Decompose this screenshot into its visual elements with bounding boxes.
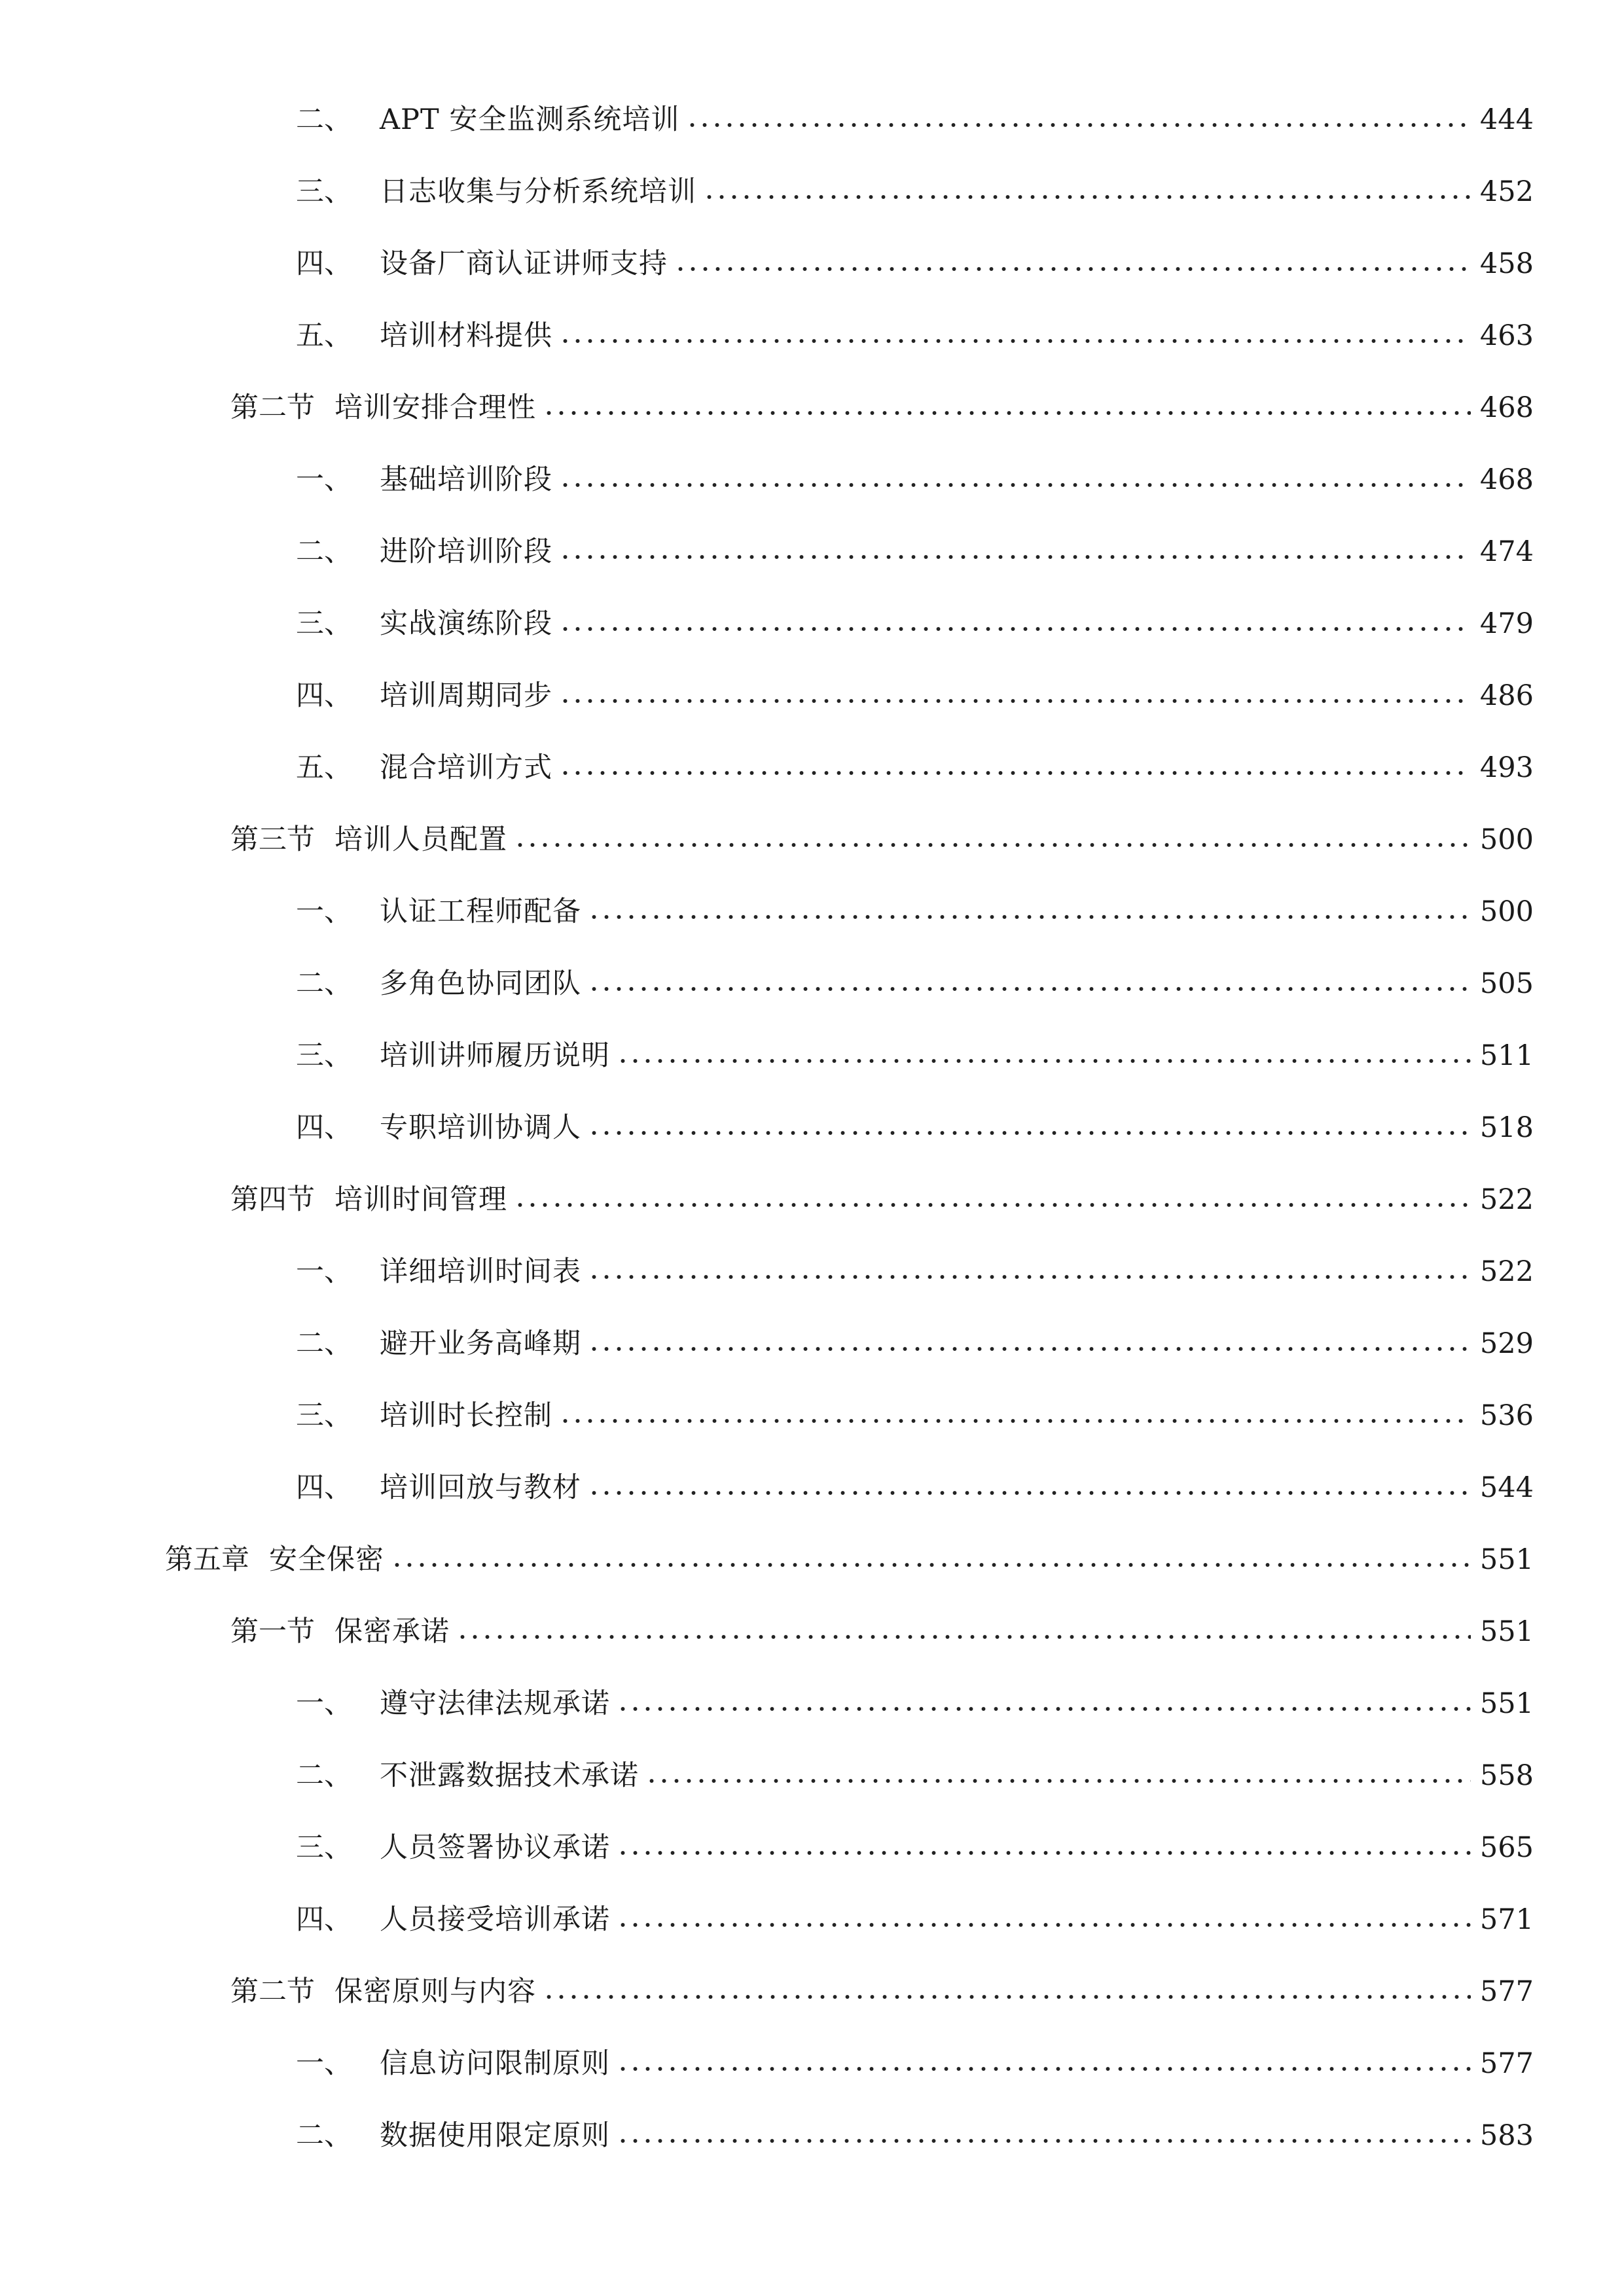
- toc-entry-page: 571: [1479, 1903, 1534, 1936]
- toc-entry-page: 468: [1479, 463, 1534, 496]
- toc-entry-number: 四、: [296, 1111, 352, 1144]
- toc-entry-title: 多角色协同团队: [380, 967, 581, 1000]
- toc-entry-page: 577: [1479, 2047, 1534, 2080]
- dot-leader: [559, 550, 1471, 564]
- toc-entry-page: 536: [1479, 1399, 1534, 1432]
- toc-entry-number: 三、: [296, 1399, 352, 1432]
- toc-entry-page: 558: [1479, 1759, 1534, 1792]
- toc-entry-page: 583: [1479, 2119, 1534, 2152]
- toc-entry[interactable]: [230, 817, 1534, 863]
- toc-entry-page: 452: [1479, 175, 1534, 208]
- dot-leader: [588, 1126, 1471, 1139]
- toc-entry-number: 四、: [296, 247, 352, 280]
- toc-entry-number: 二、: [296, 2119, 352, 2152]
- toc-entry-title: 进阶培训阶段: [380, 535, 552, 568]
- dot-leader: [559, 694, 1471, 708]
- toc-entry[interactable]: [296, 2113, 1534, 2159]
- dot-leader: [686, 118, 1471, 132]
- toc-entry[interactable]: [230, 1609, 1534, 1655]
- toc-entry-title: 信息访问限制原则: [380, 2047, 610, 2080]
- toc-entry-title: 培训回放与教材: [380, 1471, 581, 1504]
- toc-entry-title: APT 安全监测系统培训: [380, 103, 680, 136]
- toc-entry-number: 一、: [296, 895, 352, 928]
- dot-leader: [391, 1558, 1471, 1571]
- toc-entry-number: 第三节: [230, 823, 315, 856]
- dot-leader: [543, 1990, 1471, 2003]
- toc-entry-title: 认证工程师配备: [380, 895, 581, 928]
- toc-entry[interactable]: [230, 385, 1534, 431]
- toc-entry[interactable]: [296, 1249, 1534, 1295]
- toc-entry-page: 444: [1479, 103, 1534, 136]
- toc-entry-title: 专职培训协调人: [380, 1111, 581, 1144]
- dot-leader: [588, 1270, 1471, 1283]
- toc-entry-page: 518: [1479, 1111, 1534, 1144]
- toc-entry-number: 一、: [296, 1687, 352, 1720]
- dot-leader: [559, 478, 1471, 492]
- toc-entry-title: 培训人员配置: [334, 823, 507, 856]
- toc-entry-number: 三、: [296, 175, 352, 208]
- toc-entry-page: 522: [1479, 1255, 1534, 1288]
- toc-entry[interactable]: [296, 1681, 1534, 1727]
- toc-entry-title: 基础培训阶段: [380, 463, 552, 496]
- toc-entry-page: 522: [1479, 1183, 1534, 1216]
- toc-entry-title: 培训材料提供: [380, 319, 552, 352]
- toc-entry-title: 培训时长控制: [380, 1399, 552, 1432]
- toc-entry-page: 486: [1479, 679, 1534, 712]
- toc-entry-page: 577: [1479, 1975, 1534, 2008]
- toc-entry[interactable]: [296, 1897, 1534, 1943]
- toc-entry[interactable]: [296, 889, 1534, 935]
- toc-entry-page: 551: [1479, 1543, 1534, 1576]
- toc-entry[interactable]: [230, 1177, 1534, 1223]
- toc-entry-page: 463: [1479, 319, 1534, 352]
- toc-entry-number: 二、: [296, 1327, 352, 1360]
- toc-entry-page: 565: [1479, 1831, 1534, 1864]
- toc-entry-title: 培训安排合理性: [334, 391, 536, 424]
- dot-leader: [617, 2062, 1471, 2075]
- toc-entry-title: 设备厂商认证讲师支持: [380, 247, 668, 280]
- toc-entry[interactable]: [296, 961, 1534, 1007]
- dot-leader: [559, 622, 1471, 636]
- dot-leader: [617, 1054, 1471, 1067]
- toc-entry-title: 培训讲师履历说明: [380, 1039, 610, 1072]
- toc-entry-title: 遵守法律法规承诺: [380, 1687, 610, 1720]
- toc-entry[interactable]: [296, 313, 1534, 359]
- toc-entry-page: 474: [1479, 535, 1534, 568]
- toc-entry[interactable]: [296, 169, 1534, 215]
- dot-leader: [617, 2134, 1471, 2147]
- toc-entry-title: 实战演练阶段: [380, 607, 552, 640]
- toc-entry-title: 培训周期同步: [380, 679, 552, 712]
- dot-leader: [645, 1774, 1471, 1787]
- toc-entry-number: 二、: [296, 1759, 352, 1792]
- toc-entry-number: 三、: [296, 607, 352, 640]
- dot-leader: [559, 334, 1471, 348]
- toc-entry-number: 一、: [296, 1255, 352, 1288]
- dot-leader: [514, 1198, 1471, 1211]
- toc-entry-page: 493: [1479, 751, 1534, 784]
- toc-entry-page: 468: [1479, 391, 1534, 424]
- dot-leader: [703, 190, 1471, 204]
- toc-entry-number: 三、: [296, 1039, 352, 1072]
- toc-entry-number: 四、: [296, 679, 352, 712]
- toc-entry[interactable]: [296, 97, 1534, 143]
- dot-leader: [617, 1846, 1471, 1859]
- toc-entry[interactable]: [296, 1321, 1534, 1367]
- toc-entry-title: 培训时间管理: [334, 1183, 507, 1216]
- toc-entry-page: 529: [1479, 1327, 1534, 1360]
- toc-entry[interactable]: [165, 1537, 1534, 1583]
- toc-entry-title: 日志收集与分析系统培训: [380, 175, 696, 208]
- dot-leader: [543, 406, 1471, 420]
- dot-leader: [588, 1342, 1471, 1355]
- dot-leader: [456, 1630, 1471, 1643]
- dot-leader: [514, 838, 1471, 852]
- toc-entry-page: 551: [1479, 1615, 1534, 1648]
- toc-entry-page: 551: [1479, 1687, 1534, 1720]
- toc-entry-title: 人员签署协议承诺: [380, 1831, 610, 1864]
- toc-entry-title: 避开业务高峰期: [380, 1327, 581, 1360]
- toc-entry[interactable]: [296, 1105, 1534, 1151]
- toc-entry-number: 四、: [296, 1903, 352, 1936]
- toc-entry-number: 第一节: [230, 1615, 315, 1648]
- toc-entry-number: 第二节: [230, 391, 315, 424]
- toc-entry-number: 一、: [296, 2047, 352, 2080]
- toc-entry[interactable]: [296, 673, 1534, 719]
- dot-leader: [588, 910, 1471, 924]
- toc-entry[interactable]: [296, 1753, 1534, 1799]
- toc-entry-page: 479: [1479, 607, 1534, 640]
- toc-entry-title: 不泄露数据技术承诺: [380, 1759, 639, 1792]
- dot-leader: [617, 1702, 1471, 1715]
- toc-entry[interactable]: [296, 241, 1534, 287]
- dot-leader: [588, 1486, 1471, 1499]
- toc-entry[interactable]: [230, 1969, 1534, 2015]
- dot-leader: [617, 1918, 1471, 1931]
- toc-entry[interactable]: [296, 1393, 1534, 1439]
- toc-entry-number: 一、: [296, 463, 352, 496]
- toc-entry-title: 混合培训方式: [380, 751, 552, 784]
- dot-leader: [559, 766, 1471, 780]
- toc-entry[interactable]: [296, 457, 1534, 503]
- toc-entry-page: 511: [1479, 1039, 1534, 1072]
- toc-entry[interactable]: [296, 1825, 1534, 1871]
- toc-entry-number: 二、: [296, 967, 352, 1000]
- toc-entry[interactable]: [296, 1465, 1534, 1511]
- toc-entry-page: 458: [1479, 247, 1534, 280]
- dot-leader: [588, 982, 1471, 996]
- toc-entry-page: 500: [1479, 823, 1534, 856]
- toc-entry-page: 544: [1479, 1471, 1534, 1504]
- toc-entry[interactable]: [296, 745, 1534, 791]
- toc-entry-title: 保密原则与内容: [334, 1975, 536, 2008]
- toc-entry-page: 500: [1479, 895, 1534, 928]
- toc-entry[interactable]: [296, 529, 1534, 575]
- toc-entry-title: 保密承诺: [334, 1615, 450, 1648]
- toc-entry-number: 二、: [296, 103, 352, 136]
- toc-entry-number: 第四节: [230, 1183, 315, 1216]
- dot-leader: [559, 1414, 1471, 1427]
- toc-entry[interactable]: [296, 2041, 1534, 2087]
- toc-entry-page: 505: [1479, 967, 1534, 1000]
- dot-leader: [674, 262, 1471, 276]
- toc-entry-number: 五、: [296, 319, 352, 352]
- toc-entry-number: 第二节: [230, 1975, 315, 2008]
- toc-entry-title: 数据使用限定原则: [380, 2119, 610, 2152]
- toc-entry-number: 五、: [296, 751, 352, 784]
- toc-entry-title: 安全保密: [269, 1543, 384, 1576]
- toc-entry[interactable]: [296, 1033, 1534, 1079]
- toc-entry-number: 四、: [296, 1471, 352, 1504]
- toc-entry-number: 三、: [296, 1831, 352, 1864]
- toc-entry[interactable]: [296, 601, 1534, 647]
- toc-entry-number: 第五章: [165, 1543, 249, 1576]
- toc-entry-title: 人员接受培训承诺: [380, 1903, 610, 1936]
- toc-entry-title: 详细培训时间表: [380, 1255, 581, 1288]
- toc-entry-number: 二、: [296, 535, 352, 568]
